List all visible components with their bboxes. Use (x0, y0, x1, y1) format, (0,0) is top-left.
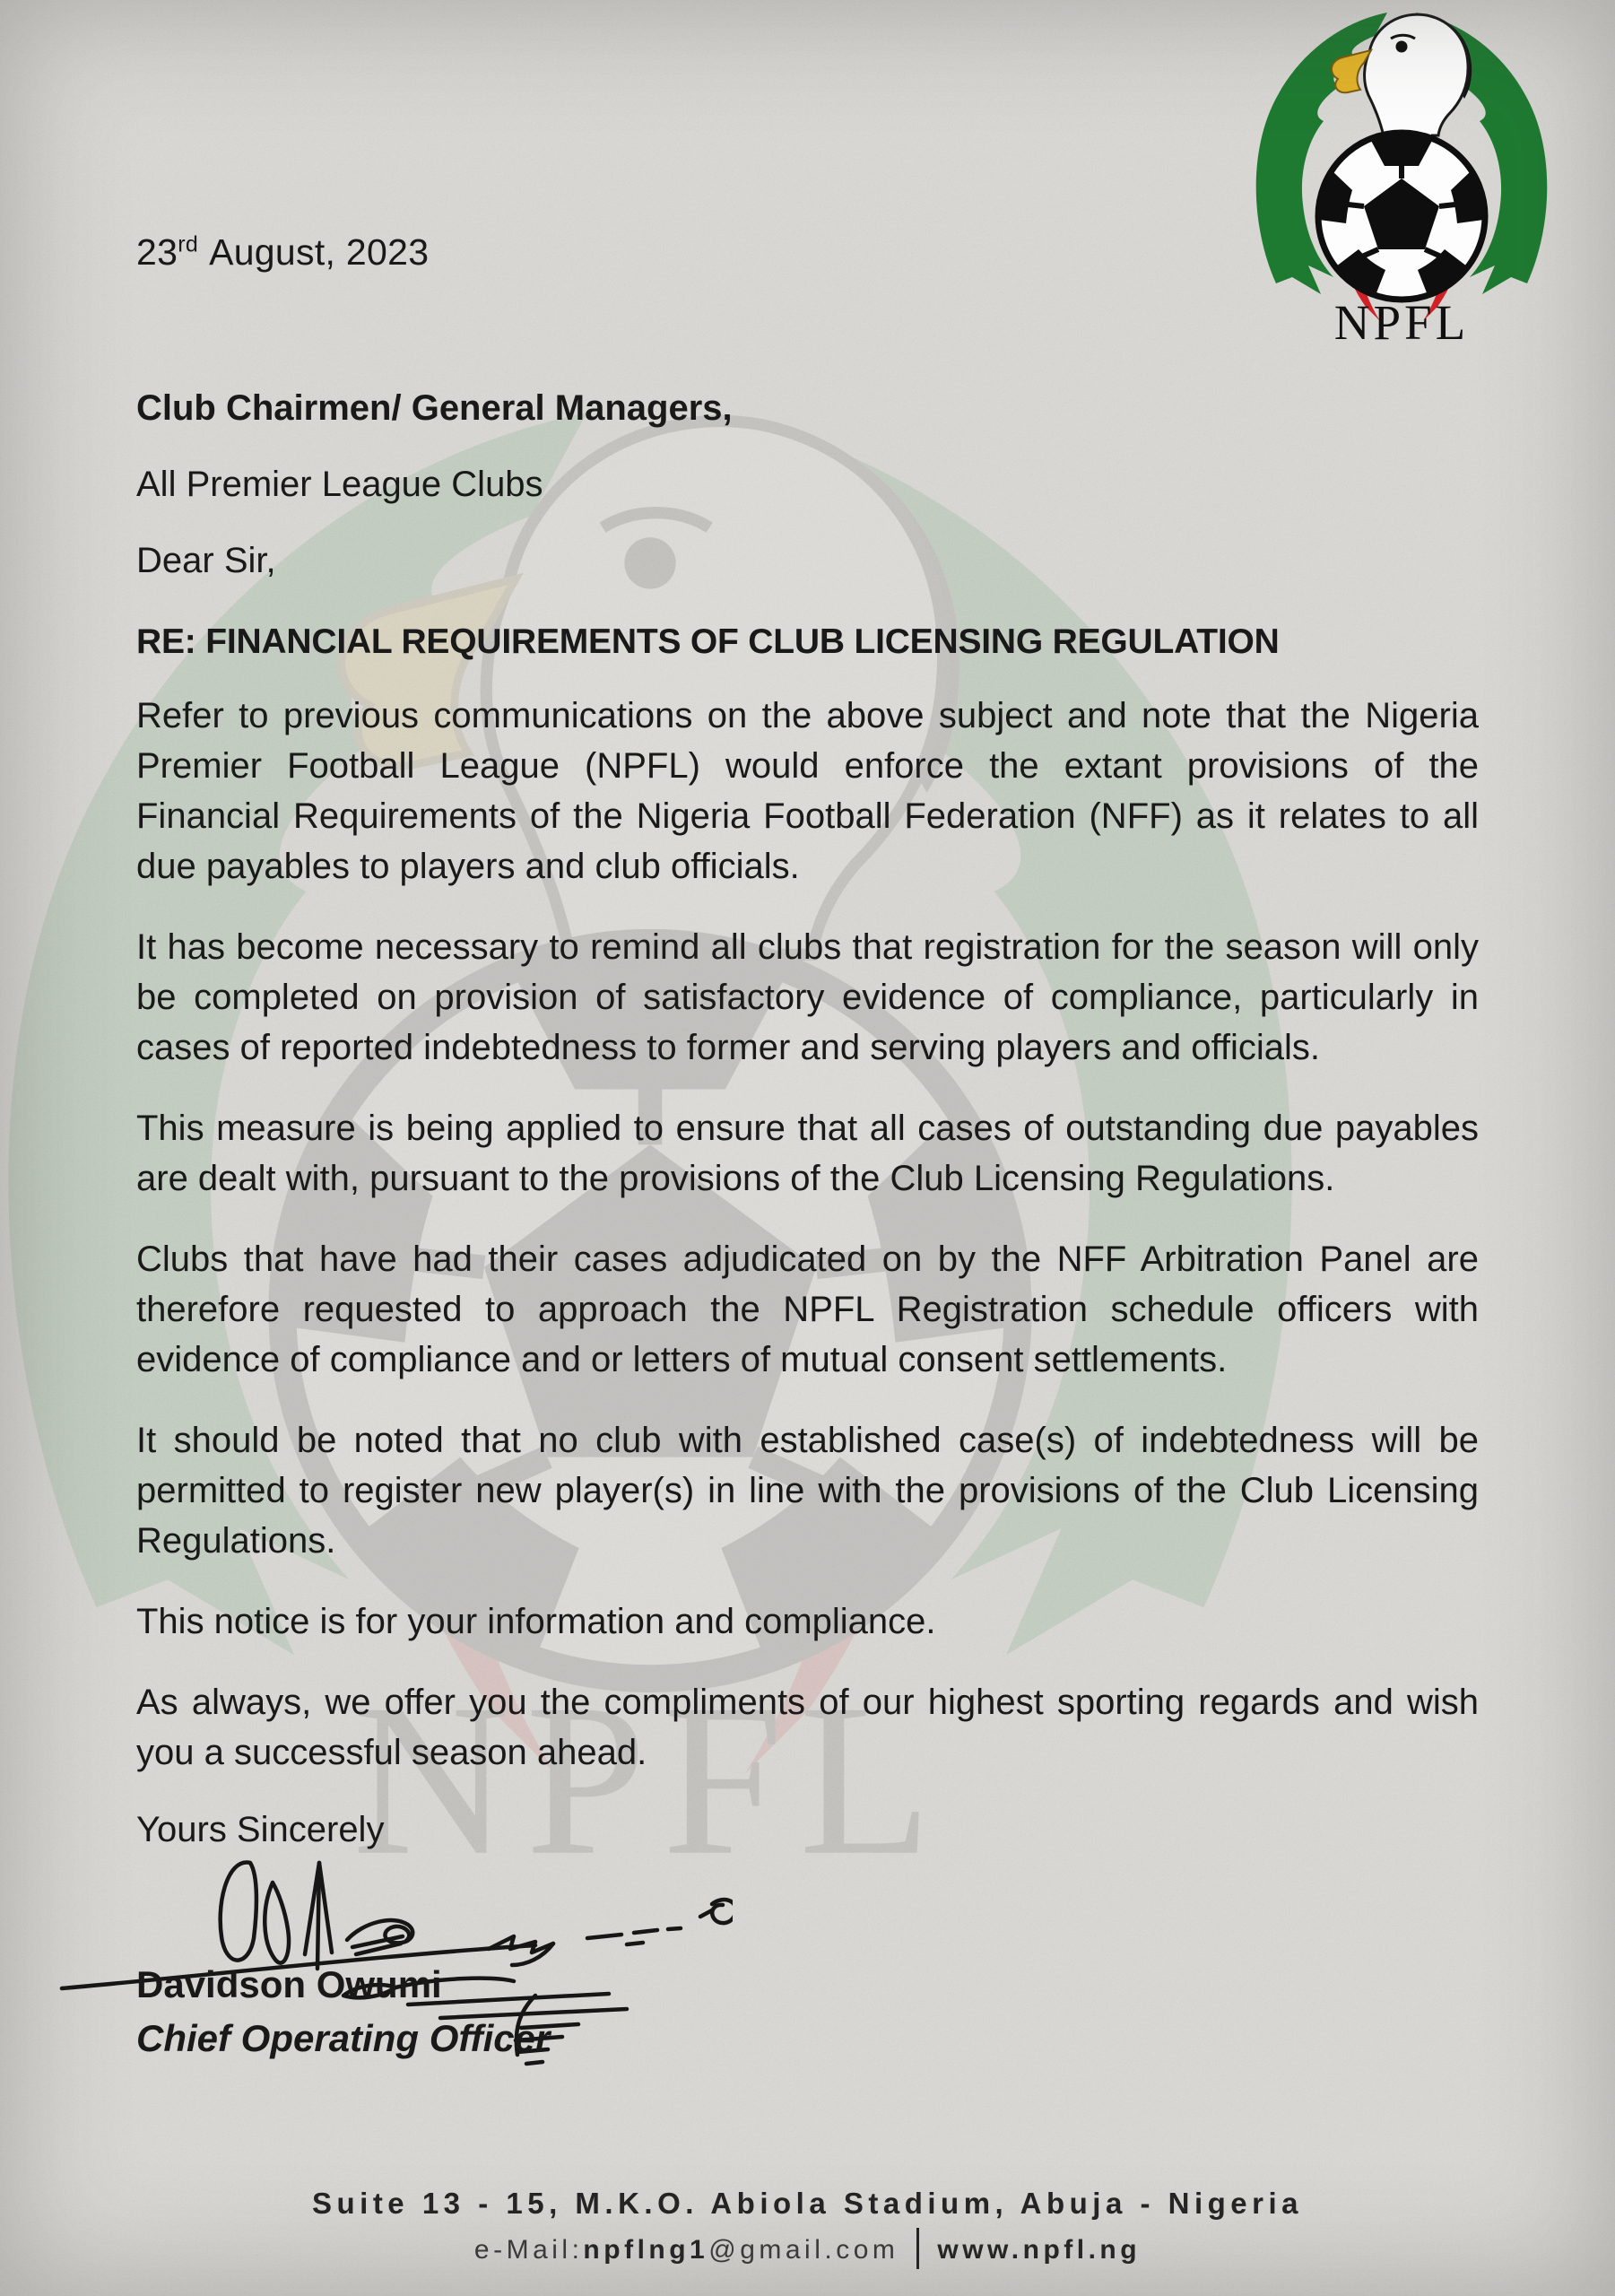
date-ordinal: rd (178, 231, 199, 257)
paragraph: Clubs that have had their cases adjudicated on by the NFF Arbitration Panel are therefore requested to approach the NPFL Registration schedule officers with evidence of compliance and or letters of mutual consent settlements. (136, 1239, 1479, 1379)
paragraph: It should be noted that no club with established case(s) of indebtedness will be permitted to register new player(s) in line with the provisions of the Club Licensing Regulations. (136, 1421, 1479, 1561)
email-domain: @gmail.com (708, 2235, 899, 2265)
email-user: npflng1 (583, 2235, 709, 2265)
letter-date (136, 0, 1479, 274)
date-day: 23 (136, 231, 178, 273)
email-label: e-Mail: (473, 2235, 584, 2265)
signatory-title: Chief Operating Officer (136, 2017, 551, 2059)
salutation: Dear Sir, (136, 541, 276, 580)
date-month-year: August, 2023 (209, 231, 430, 273)
footer-address: Suite 13 - 15, M.K.O. Abiola Stadium, Abuja - Nigeria (311, 2187, 1304, 2220)
recipient-line1: Club Chairmen/ General Managers, (136, 388, 733, 428)
paragraph: It has become necessary to remind all clubs that registration for the season will only be completed on provision of satisfactory evidence of compliance, particularly in cases of reported indebtedness to former and serving players and officials. (136, 927, 1479, 1067)
recipient-line2: All Premier League Clubs (136, 465, 543, 504)
letter-body (136, 691, 1479, 1778)
paragraph: This measure is being applied to ensure that all cases of outstanding due payables are dealt with, pursuant to the provisions of the Club Licensing Regulations. (136, 1109, 1479, 1198)
paragraph: Refer to previous communications on the above subject and note that the Nigeria Premier Football League (NPFL) would enforce the extant provisions of the Financial Requirements of the Nigeria Football Federation (NFF) as it relates to all due payables to players and club officials. (136, 696, 1479, 886)
closing: Yours Sincerely (136, 1810, 385, 1849)
footer-divider (916, 2228, 919, 2269)
letter-footer (0, 2187, 1615, 2269)
paragraph: As always, we offer you the compliments of our highest sporting regards and wish you a successful season ahead. (136, 1683, 1479, 1772)
footer-contacts (0, 2228, 1615, 2269)
paragraph: This notice is for your information and compliance. (136, 1602, 936, 1641)
subject-line: RE: FINANCIAL REQUIREMENTS OF CLUB LICENSING REGULATION (136, 622, 1280, 661)
signatory-name: Davidson Owumi (136, 1963, 442, 2005)
website: www.npfl.ng (937, 2235, 1142, 2265)
